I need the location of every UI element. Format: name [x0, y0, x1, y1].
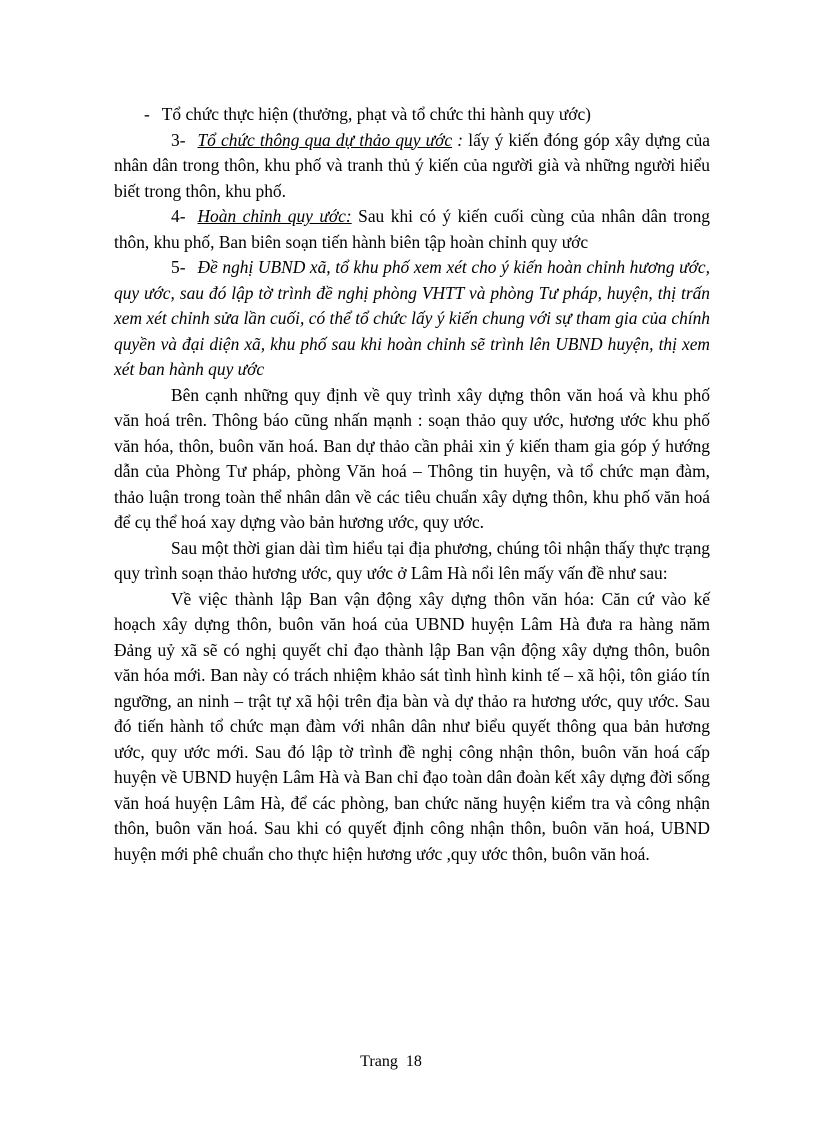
item-3-separator: : — [452, 129, 464, 150]
list-item-dash — [114, 102, 710, 128]
dash-marker: - — [144, 104, 150, 124]
list-item-3 — [114, 128, 710, 205]
paragraph-3: Về việc thành lập Ban vận động xây dựng thôn văn hóa: Căn cứ vào kế hoạch xây dựng thôn, buôn văn hoá của UBND huyện Lâm Hà đưa ra hàng năm Đảng uỷ xã sẽ có nghị quyết chỉ đạo thành lập Ban vận động xây dựng thôn, buôn văn hóa mới. Ban này có trách nhiệm khảo sát tình hình kinh tế – xã hội, tôn giáo tín ngưỡng, an ninh – trật tự xã hội trên địa bàn và dự thảo ra hương ước, quy ước. Sau đó tiến hành tổ chức mạn đàm với nhân dân như biểu quyết thông qua bản hương ước, quy ước mới. Sau đó lập tờ trình đề nghị công nhận thôn, buôn văn hoá cấp huyện về UBND huyện Lâm Hà và Ban chỉ đạo toàn dân đoàn kết xây dựng đời sống văn hoá huyện Lâm Hà, để các phòng, ban chức năng huyện kiểm tra và công nhận thôn, buôn văn hoá. Sau khi có quyết định công nhận thôn, buôn văn hoá, UBND huyện mới phê chuẩn cho thực hiện hương ước ,quy ước thôn, buôn văn hoá. — [114, 588, 710, 864]
item-5-number: 5- — [171, 257, 186, 277]
list-item-4 — [114, 204, 710, 255]
item-5-text: Đề nghị UBND xã, tổ khu phố xem xét cho ý kiến hoàn chỉnh hương ước, quy ước, sau đó lập tờ trình đề nghị phòng VHTT và phòng Tư pháp, huyện, thị trấn xem xét chỉnh sửa lần cuối, có thể tổ chức lấy ý kiến chung với sự tham gia của chính quyền và đại diện xã, khu phố sau khi hoàn chỉnh sẽ trình lên UBND huyện, thị xem xét ban hành quy ước — [114, 257, 710, 379]
list-item-5 — [114, 255, 710, 383]
paragraph-1: Bên cạnh những quy định về quy trình xây dựng thôn văn hoá và khu phố văn hoá trên. Thông báo cũng nhấn mạnh : soạn thảo quy ước, hương ước khu phố văn hóa, thôn, buôn văn hoá. Ban dự thảo cần phải xin ý kiến tham gia góp ý hướng dẫn của Phòng Tư pháp, phòng Văn hoá – Thông tin huyện, và tổ chức mạn đàm, thảo luận trong toàn thể nhân dân về các tiêu chuẩn xây dựng thôn, khu phố văn hoá để cụ thể hoá xay dựng vào bản hương ước, quy ước. — [114, 384, 710, 532]
page-footer — [0, 1052, 782, 1072]
item-4-title: Hoàn chỉnh quy ước: — [197, 206, 352, 226]
item-3-number: 3- — [171, 129, 186, 150]
document-body — [114, 102, 710, 867]
item-4-number: 4- — [171, 206, 186, 226]
item-3-text: lấy ý kiến đóng góp xây dựng của nhân dân trong thôn, khu phố và tranh thủ ý kiến của người già và những người hiểu biết trong thôn, khu phố. — [114, 129, 710, 201]
page-number: Trang 18 — [360, 1053, 422, 1070]
item-3-title: Tổ chức thông qua dự thảo quy ước — [197, 129, 453, 150]
dash-item-text: Tổ chức thực hiện (thưởng, phạt và tổ chức thi hành quy ước) — [161, 104, 591, 124]
item-4-text: Sau khi có ý kiến cuối cùng của nhân dân trong thôn, khu phố, Ban biên soạn tiến hành biên tập hoàn chỉnh quy ước — [114, 206, 711, 252]
paragraph-2: Sau một thời gian dài tìm hiểu tại địa phương, chúng tôi nhận thấy thực trạng quy trình soạn thảo hương ước, quy ước ở Lâm Hà nổi lên mấy vấn đề như sau: — [114, 537, 710, 583]
